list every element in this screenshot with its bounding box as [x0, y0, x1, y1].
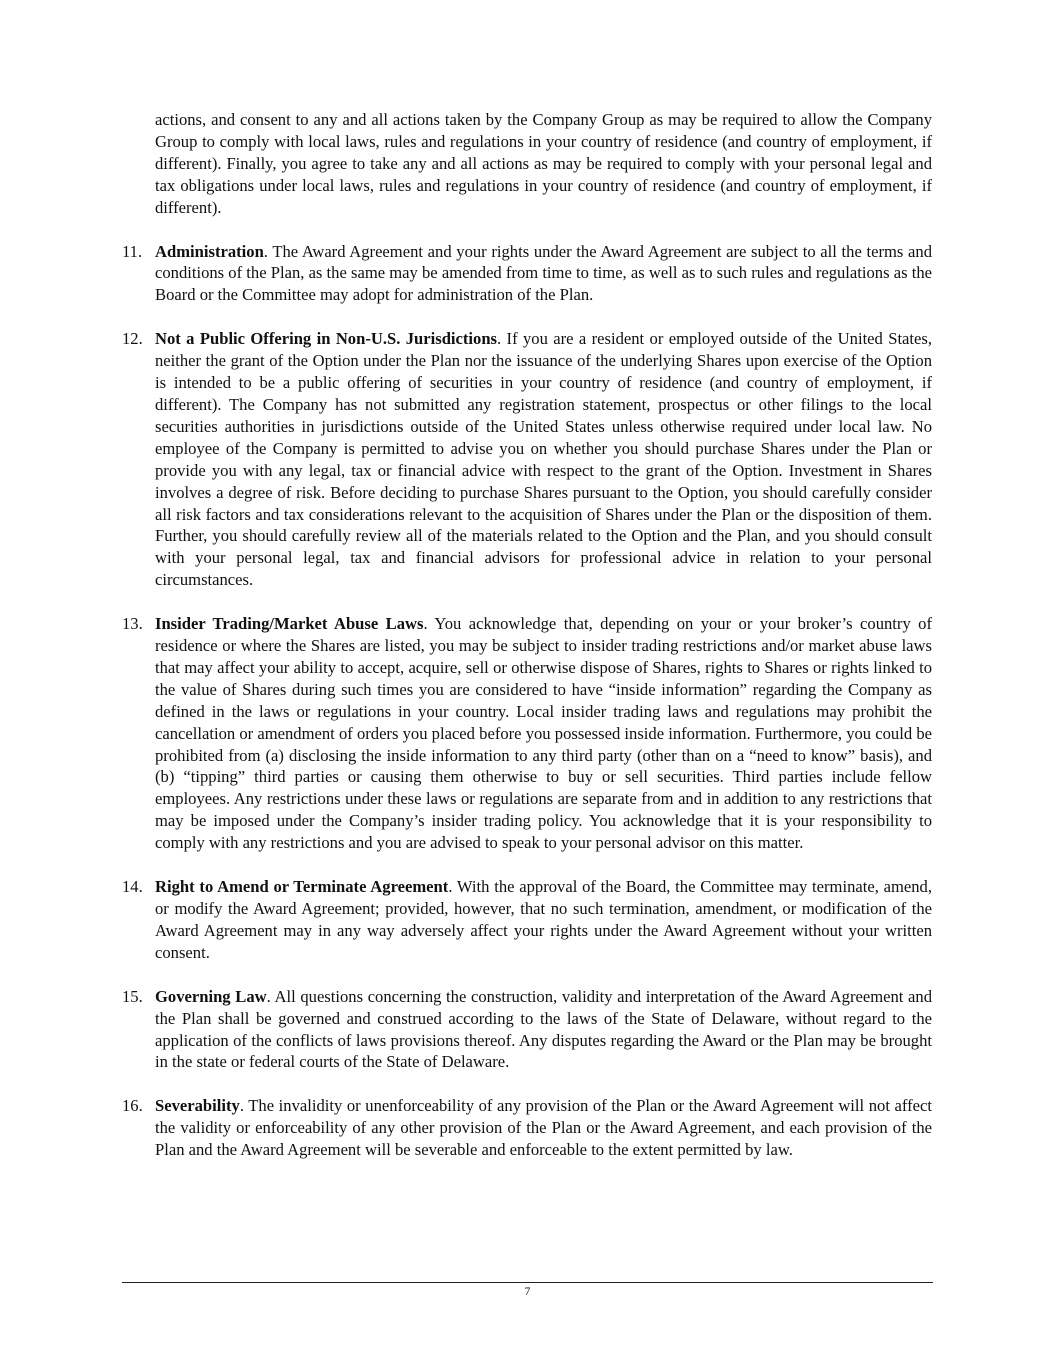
section-heading: Insider Trading/Market Abuse Laws — [155, 614, 424, 634]
page-number: 7 — [524, 1286, 531, 1298]
section-number: 13. — [122, 614, 143, 634]
section-13 — [122, 613, 932, 854]
section-15 — [122, 986, 932, 1074]
section-heading: Administration — [155, 241, 264, 261]
section-heading: Not a Public Offering in Non-U.S. Jurisdictions — [155, 329, 498, 349]
section-heading: Right to Amend or Terminate Agreement — [155, 877, 449, 897]
section-body: . With the approval of the Board, the Committee may terminate, amend, or modify the Award Agreement; provided, however, that no such termination, amendment, or modification of the Award Agreement may in any way adversely affect your rights under the Award Agreement without your written consent. — [155, 877, 932, 962]
section-number: 11. — [122, 241, 143, 261]
section-body: . The Award Agreement and your rights under the Award Agreement are subject to all the terms and conditions of the Plan, as the same may be amended from time to time, as well as to such rules and regulations as the Board or the Committee may adopt for administration of the Plan. — [155, 241, 932, 305]
document-body — [122, 109, 932, 1183]
section-body: . You acknowledge that, depending on your or your broker’s country of residence or where the Shares are listed, you may be subject to insider trading restrictions and/or market abuse laws that may affect your ability to accept, acquire, sell or otherwise dispose of Shares, rights to Shares or rights linked to the value of Shares during such times you are considered to have “inside information” regarding the Company as defined in the laws or regulations in your country. Local insider trading laws and regulations may prohibit the cancellation or amendment of orders you placed before you possessed inside information. Furthermore, you could be prohibited from (a) disclosing the inside information to any third party (other than on a “need to know” basis), and (b) “tipping” third parties or causing them otherwise to buy or sell securities. Third parties include fellow employees. Any restrictions under these laws or regulations are separate from and in addition to any restrictions that may be imposed under the Company’s insider trading policy. You acknowledge that it is your responsibility to comply with any restrictions and you are advised to speak to your personal advisor on this matter. — [155, 614, 932, 853]
section-14 — [122, 876, 932, 964]
section-heading: Severability — [155, 1096, 240, 1116]
section-number: 14. — [122, 877, 143, 897]
section-number: 15. — [122, 986, 143, 1006]
section-11 — [122, 241, 932, 307]
section-number: 16. — [122, 1096, 143, 1116]
section-heading: Governing Law — [155, 986, 267, 1006]
footer-divider — [122, 1282, 933, 1283]
continuation-paragraph: actions, and consent to any and all actions taken by the Company Group as may be required to allow the Company Group to comply with local laws, rules and regulations in your country of residence (and country of employment, if different). Finally, you agree to take any and all actions as may be required to comply with your personal legal and tax obligations under local laws, rules and regulations in your country of residence (and country of employment, if different). — [155, 110, 932, 217]
section-number: 12. — [122, 329, 143, 349]
section-12 — [122, 328, 932, 591]
section-body: . The invalidity or unenforceability of any provision of the Plan or the Award Agreement will not affect the validity or enforceability of any other provision of the Plan or the Award Agreement, and each provision of the Plan and the Award Agreement will be severable and enforceable to the extent permitted by law. — [155, 1096, 932, 1160]
section-body: . All questions concerning the construction, validity and interpretation of the Award Agreement and the Plan shall be governed and construed according to the laws of the State of Delaware, without regard to the application of the conflicts of laws provisions thereof. Any disputes regarding the Award or the Plan may be brought in the state or federal courts of the State of Delaware. — [155, 986, 932, 1072]
section-body: . If you are a resident or employed outside of the United States, neither the grant of the Option under the Plan nor the issuance of the underlying Shares upon exercise of the Option is intended to be a public offering of securities in your country of residence (and country of employment, if different). The Company has not submitted any registration statement, prospectus or other filings to the local securities authorities in jurisdictions outside of the United States unless otherwise required under local law. No employee of the Company is permitted to advise you on whether you should purchase Shares under the Plan or provide you with any legal, tax or financial advice with respect to the grant of the Option. Investment in Shares involves a degree of risk. Before deciding to purchase Shares pursuant to the Option, you should carefully consider all risk factors and tax considerations relevant to the acquisition of Shares under the Plan or the disposition of them. Further, you should carefully review all of the materials related to the Option and the Plan, and you should consult with your personal legal, tax and financial advisors for professional advice in relation to your personal circumstances. — [155, 329, 932, 590]
section-16 — [122, 1095, 932, 1161]
